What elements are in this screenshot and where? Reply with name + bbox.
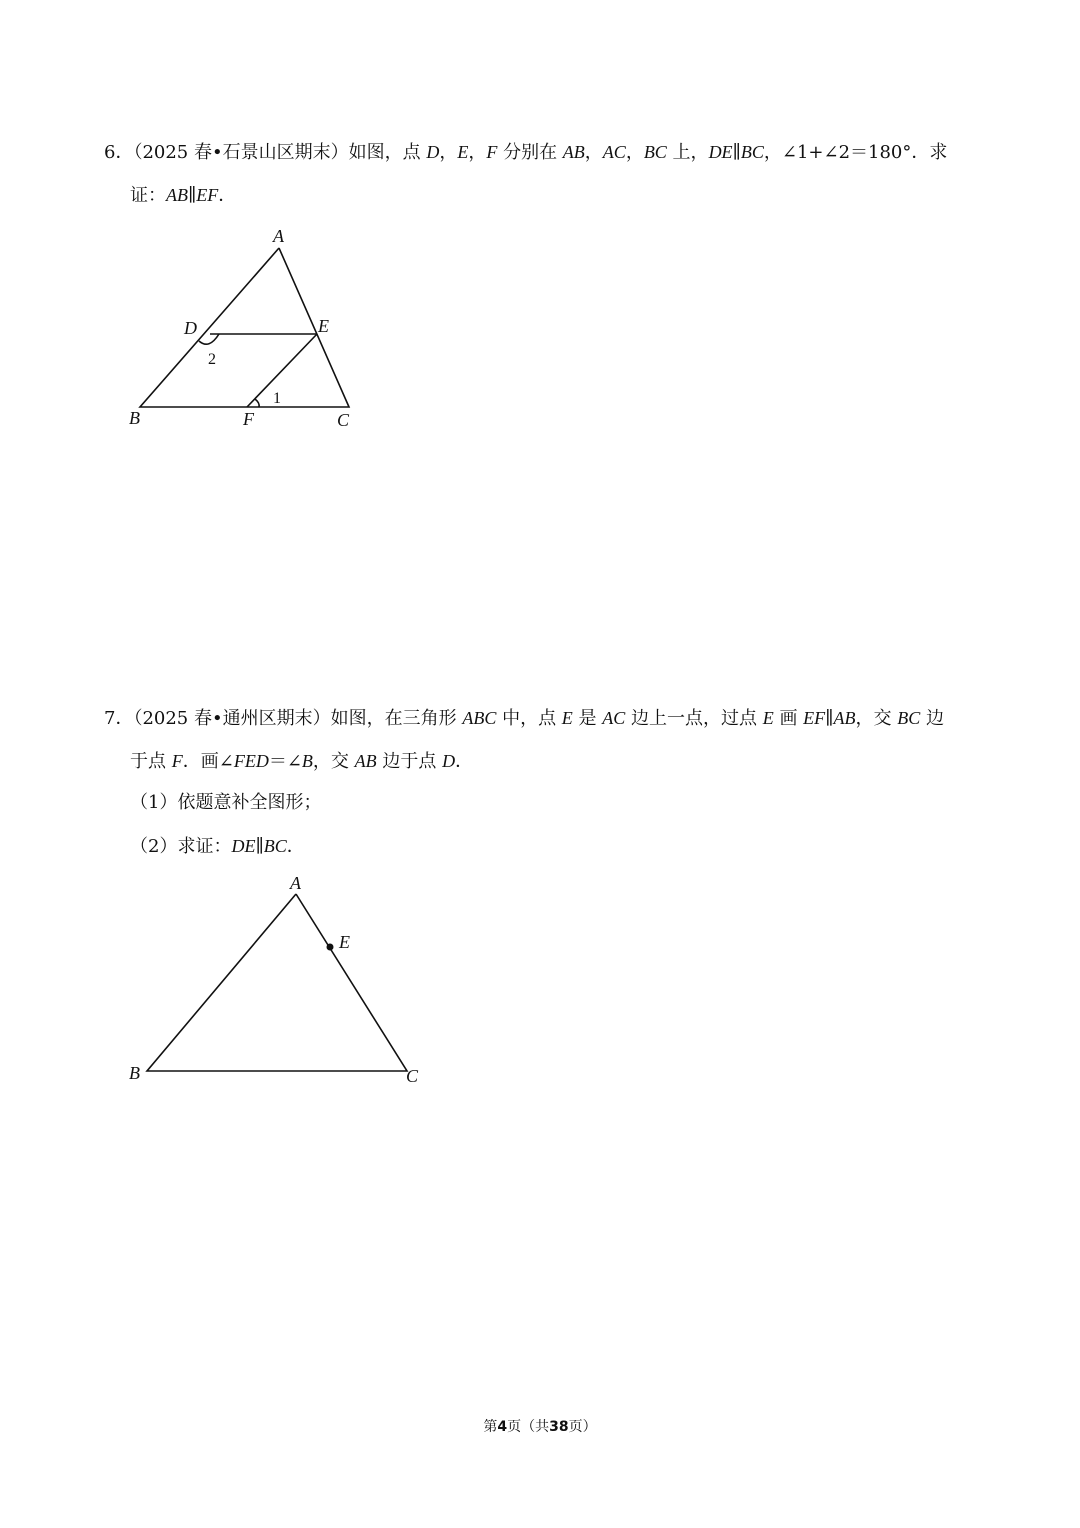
q6-angle-1-label: 1 xyxy=(273,390,281,407)
q7-text: 于点 xyxy=(130,751,172,772)
q6-label-e: E xyxy=(318,316,329,336)
q7-triangle-name: ABC xyxy=(462,708,497,728)
q6-sep: ， xyxy=(584,142,603,163)
q6-source: （2025 春•石景山区期末） xyxy=(133,142,349,163)
q7-text: ． xyxy=(286,836,305,857)
footer-page-number: 4 xyxy=(497,1419,508,1435)
q7-angle-b: B xyxy=(301,751,313,771)
q6-label-f: F xyxy=(243,409,254,429)
q6-text: 分别在 xyxy=(497,142,563,163)
footer-text: 第 xyxy=(483,1419,498,1435)
q7-number: 7 xyxy=(104,708,116,729)
q6-point-e: E xyxy=(457,142,469,162)
q7-line-2 xyxy=(130,748,473,775)
footer-text: 页（共 xyxy=(507,1419,550,1435)
q7-text: 如图，在三角形 xyxy=(330,708,463,729)
q7-part-2 xyxy=(130,833,305,860)
q7-label-e: E xyxy=(339,932,350,952)
q7-label-a: A xyxy=(290,873,301,893)
q7-point-e: E xyxy=(561,708,573,728)
q7-text: （2）求证： xyxy=(130,836,232,857)
q6-sep: ， xyxy=(439,142,458,163)
q7-text: ＝∠ xyxy=(268,751,302,772)
q6-text: ，∠1+∠2＝180°．求 xyxy=(763,142,948,163)
q7-point-d: D xyxy=(442,751,456,771)
q7-figure xyxy=(120,865,440,1105)
q7-label-b: B xyxy=(129,1063,140,1083)
q6-line-2 xyxy=(130,182,236,209)
q7-segment-ab: AB xyxy=(354,751,377,771)
q6-sep: ， xyxy=(468,142,487,163)
q6-text: 证： xyxy=(130,185,166,206)
q6-label-d: D xyxy=(184,318,197,338)
q7-point-f: F xyxy=(171,751,183,771)
q7-text: 是 xyxy=(572,708,603,729)
q6-figure xyxy=(120,220,380,440)
q7-segment-ac: AC xyxy=(602,708,626,728)
q6-label-c: C xyxy=(337,410,350,430)
q7-text: 边 xyxy=(920,708,944,729)
q6-line-1: 6．（2025 春•石景山区期末）如图，点 D，E，F 分别在 AB，AC，BC 上，DE∥BC，∠1+∠2＝180°．求 xyxy=(104,142,948,163)
q7-part-1: （1）依题意补全图形； xyxy=(130,792,322,813)
q7-source: （2025 春•通州区期末） xyxy=(133,708,331,729)
q7-line-1: 7．（2025 春•通州区期末）如图，在三角形 ABC 中，点 E 是 AC 边上一点，过点 E 画 EF∥AB，交 BC 边 xyxy=(104,708,944,729)
q7-condition: EF∥AB xyxy=(803,708,856,728)
q6-segment-ab: AB xyxy=(562,142,585,162)
q7-point-e-dot xyxy=(327,944,334,951)
q7-text: 画 xyxy=(773,708,804,729)
q6-sep: ， xyxy=(625,142,644,163)
q7-angle-fed: FED xyxy=(233,751,269,771)
q6-segment-bc: BC xyxy=(643,142,667,162)
q6-number: 6 xyxy=(104,142,116,163)
q7-label-c: C xyxy=(406,1066,419,1086)
q6-angle-1-arc xyxy=(255,399,259,407)
q6-label-b: B xyxy=(129,408,140,428)
q6-segment-ac: AC xyxy=(602,142,626,162)
q6-text: 如图，点 xyxy=(348,142,427,163)
q7-text: ．画∠ xyxy=(182,751,234,772)
q6-conclusion: AB∥EF xyxy=(166,185,219,205)
q6-point-f: F xyxy=(486,142,498,162)
q6-condition: DE∥BC xyxy=(708,142,764,162)
q7-triangle-abc xyxy=(147,894,407,1071)
q7-point-e: E xyxy=(762,708,774,728)
q7-text: 边于点 xyxy=(376,751,443,772)
q7-text: ． xyxy=(455,751,474,772)
q7-text: ，交 xyxy=(855,708,898,729)
footer-page-total: 38 xyxy=(549,1419,569,1435)
q7-segment-bc: BC xyxy=(897,708,921,728)
q7-text: ，交 xyxy=(312,751,355,772)
q6-label-a: A xyxy=(273,226,284,246)
q6-text: 上， xyxy=(666,142,709,163)
q7-text: 边上一点，过点 xyxy=(625,708,763,729)
page-footer xyxy=(0,1417,1080,1437)
q7-text: 中，点 xyxy=(496,708,562,729)
q6-angle-2-label: 2 xyxy=(208,351,216,368)
q6-text: ． xyxy=(218,185,237,206)
q6-point-d: D xyxy=(426,142,440,162)
q6-segment-ef xyxy=(247,334,317,407)
q7-conclusion: DE∥BC xyxy=(231,836,287,856)
footer-text: 页） xyxy=(568,1419,597,1435)
